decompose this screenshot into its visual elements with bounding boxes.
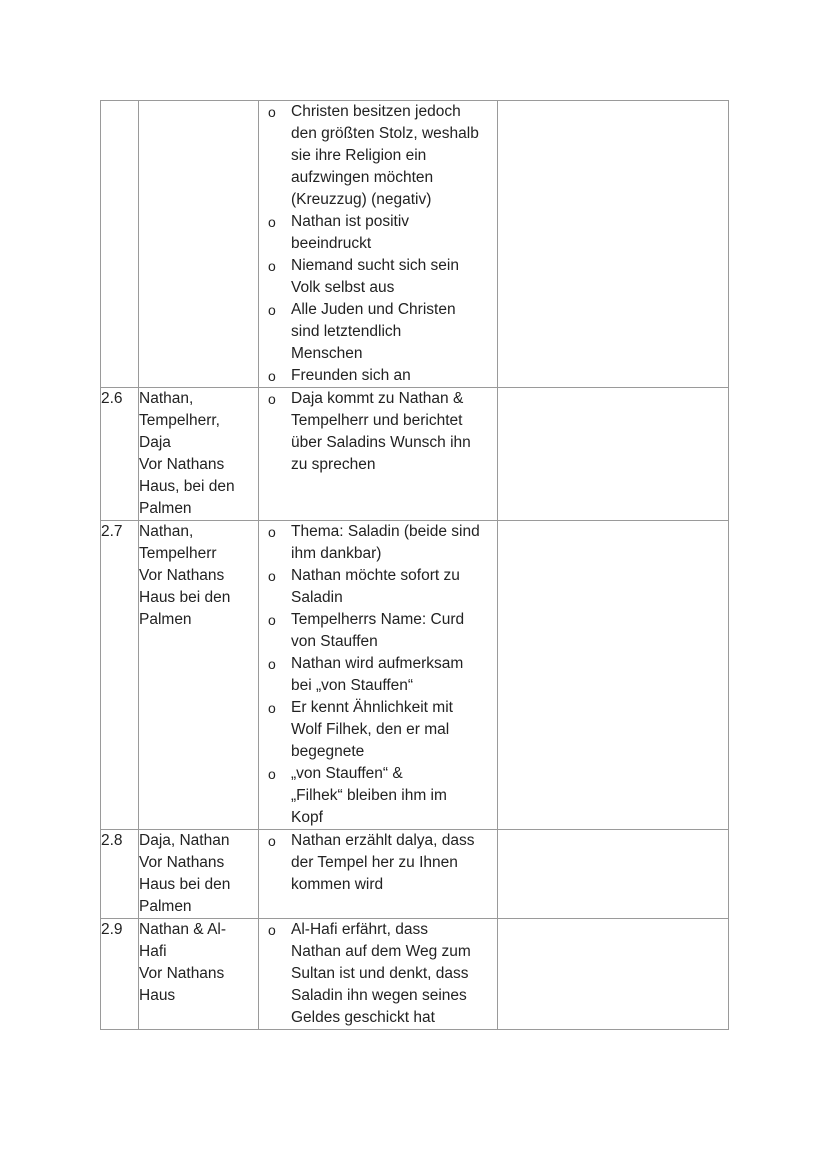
bullet-text-line: Thema: Saladin (beide sind — [291, 523, 480, 540]
characters-and-place — [139, 830, 259, 919]
bullet-list — [259, 101, 497, 387]
content-cell — [259, 388, 498, 521]
list-item — [259, 919, 493, 1029]
characters-and-place — [139, 388, 259, 521]
bullet-text-line: Al-Hafi erfährt, dass — [291, 921, 428, 938]
list-item — [259, 609, 493, 653]
bullet-text-line: sind letztendlich — [291, 323, 402, 340]
bullet-text-line: bei „von Stauffen“ — [291, 677, 414, 694]
bullet-text-line: Nathan erzählt dalya, dass — [291, 832, 475, 849]
scene-table — [100, 100, 729, 1030]
bullet-text-line: begegnete — [291, 743, 365, 760]
characters-line: Nathan, — [139, 390, 194, 407]
bullet-text-line: der Tempel her zu Ihnen — [291, 854, 458, 871]
bullet-text-line: Freunden sich an — [291, 367, 411, 384]
notes-cell — [498, 521, 729, 830]
bullet-circle-icon: o — [268, 368, 276, 384]
characters-line: Palmen — [139, 611, 192, 628]
list-item — [259, 299, 493, 365]
bullet-text-line: Nathan wird aufmerksam — [291, 655, 464, 672]
bullet-text-line: Kopf — [291, 809, 323, 826]
characters-line: Vor Nathans — [139, 567, 225, 584]
list-item — [259, 565, 493, 609]
bullet-text-line: Nathan ist positiv — [291, 213, 410, 230]
list-item — [259, 388, 493, 476]
bullet-text-line: Sultan ist und denkt, dass — [291, 965, 469, 982]
bullet-text-line: Daja kommt zu Nathan & — [291, 390, 464, 407]
characters-line: Haus bei den — [139, 589, 231, 606]
bullet-circle-icon: o — [268, 104, 276, 120]
bullet-text-line: Wolf Filhek, den er mal — [291, 721, 450, 738]
bullet-text-line: Tempelherrs Name: Curd — [291, 611, 465, 628]
characters-line: Tempelherr — [139, 545, 217, 562]
table-row — [101, 830, 729, 919]
bullet-text-line: Saladin ihn wegen seines — [291, 987, 467, 1004]
bullet-text-line: (Kreuzzug) (negativ) — [291, 191, 432, 208]
notes-cell — [498, 388, 729, 521]
content-cell — [259, 521, 498, 830]
characters-line: Palmen — [139, 500, 192, 517]
list-item — [259, 101, 493, 211]
bullet-text-line: Alle Juden und Christen — [291, 301, 456, 318]
bullet-text-line: „von Stauffen“ & — [291, 765, 403, 782]
list-item — [259, 763, 493, 829]
bullet-text-line: sie ihre Religion ein — [291, 147, 427, 164]
bullet-circle-icon: o — [268, 568, 276, 584]
characters-line: Hafi — [139, 943, 167, 960]
bullet-circle-icon: o — [268, 766, 276, 782]
bullet-text-line: aufzwingen möchten — [291, 169, 434, 186]
bullet-text-line: Er kennt Ähnlichkeit mit — [291, 699, 453, 716]
characters-line: Haus, bei den — [139, 478, 235, 495]
characters-line: Haus bei den — [139, 876, 231, 893]
list-item — [259, 653, 493, 697]
bullet-text-line: Nathan möchte sofort zu — [291, 567, 460, 584]
bullet-circle-icon: o — [268, 302, 276, 318]
bullet-circle-icon: o — [268, 833, 276, 849]
scene-number: 2.6 — [101, 388, 139, 521]
bullet-text-line: über Saladins Wunsch ihn — [291, 434, 471, 451]
table-row — [101, 919, 729, 1030]
scene-table-body — [101, 101, 729, 1030]
bullet-text-line: von Stauffen — [291, 633, 378, 650]
list-item — [259, 211, 493, 255]
bullet-text-line: beeindruckt — [291, 235, 372, 252]
scene-number: 2.7 — [101, 521, 139, 830]
characters-line: Haus — [139, 987, 176, 1004]
characters-and-place — [139, 101, 259, 388]
bullet-text-line: Volk selbst aus — [291, 279, 395, 296]
bullet-circle-icon: o — [268, 656, 276, 672]
characters-and-place — [139, 521, 259, 830]
bullet-text-line: Christen besitzen jedoch — [291, 103, 461, 120]
bullet-text-line: kommen wird — [291, 876, 384, 893]
bullet-circle-icon: o — [268, 612, 276, 628]
bullet-list — [259, 919, 497, 1029]
bullet-circle-icon: o — [268, 524, 276, 540]
characters-line: Daja, Nathan — [139, 832, 230, 849]
characters-line: Vor Nathans — [139, 965, 225, 982]
bullet-circle-icon: o — [268, 391, 276, 407]
bullet-circle-icon: o — [268, 922, 276, 938]
bullet-text-line: Niemand sucht sich sein — [291, 257, 459, 274]
table-row — [101, 521, 729, 830]
bullet-text-line: den größten Stolz, weshalb — [291, 125, 479, 142]
content-cell — [259, 830, 498, 919]
bullet-circle-icon: o — [268, 258, 276, 274]
content-cell — [259, 101, 498, 388]
list-item — [259, 521, 493, 565]
characters-line: Palmen — [139, 898, 192, 915]
bullet-text-line: ihm dankbar) — [291, 545, 382, 562]
notes-cell — [498, 919, 729, 1030]
characters-line: Tempelherr, — [139, 412, 220, 429]
scene-number: 2.9 — [101, 919, 139, 1030]
bullet-text-line: Menschen — [291, 345, 363, 362]
list-item — [259, 830, 493, 896]
bullet-circle-icon: o — [268, 214, 276, 230]
content-cell — [259, 919, 498, 1030]
characters-line: Daja — [139, 434, 171, 451]
characters-line: Vor Nathans — [139, 854, 225, 871]
scene-number: 2.8 — [101, 830, 139, 919]
characters-line: Nathan & Al- — [139, 921, 227, 938]
table-row — [101, 101, 729, 388]
bullet-list — [259, 521, 497, 829]
characters-and-place — [139, 919, 259, 1030]
bullet-text-line: Saladin — [291, 589, 343, 606]
notes-cell — [498, 101, 729, 388]
bullet-list — [259, 830, 497, 896]
notes-cell — [498, 830, 729, 919]
characters-line: Vor Nathans — [139, 456, 225, 473]
bullet-list — [259, 388, 497, 476]
table-row — [101, 388, 729, 521]
list-item — [259, 697, 493, 763]
bullet-text-line: Nathan auf dem Weg zum — [291, 943, 471, 960]
scene-number — [101, 101, 139, 388]
bullet-text-line: „Filhek“ bleiben ihm im — [291, 787, 447, 804]
bullet-text-line: zu sprechen — [291, 456, 376, 473]
characters-line: Nathan, — [139, 523, 194, 540]
bullet-text-line: Tempelherr und berichtet — [291, 412, 463, 429]
bullet-text-line: Geldes geschickt hat — [291, 1009, 435, 1026]
list-item — [259, 255, 493, 299]
bullet-circle-icon: o — [268, 700, 276, 716]
list-item — [259, 365, 493, 387]
